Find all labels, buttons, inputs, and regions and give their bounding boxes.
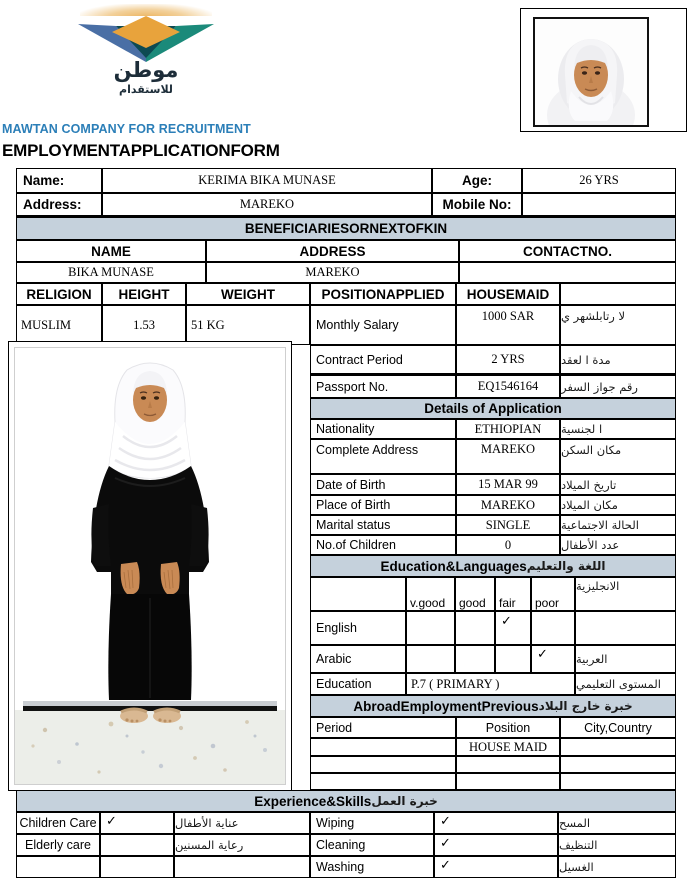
abroad-section-header xyxy=(310,695,676,717)
skill-right-arabic-cell-3 xyxy=(558,856,676,878)
contract-period-label-cell xyxy=(310,345,456,374)
weight-header: WEIGHT xyxy=(221,286,275,302)
abroad-position-header: Position xyxy=(485,720,531,735)
name-value-cell[interactable] xyxy=(102,168,432,193)
abroad-city-value-1 xyxy=(561,739,675,755)
abroad-period-cell-2[interactable] xyxy=(310,756,456,773)
arabic-row-arabic-cell xyxy=(575,645,676,673)
skills-title-en: Experience&Skills xyxy=(254,793,372,809)
skill-right-arabic-1: المسح xyxy=(559,816,591,830)
abroad-city-header: City,Country xyxy=(584,720,652,735)
beneficiary-address-header-cell xyxy=(206,240,459,262)
education-title-group xyxy=(311,556,675,576)
abroad-position-cell-2[interactable] xyxy=(456,756,560,773)
position-applied-header-cell xyxy=(310,283,456,305)
marital-status-value: SINGLE xyxy=(485,517,531,532)
complete-address-arabic-cell xyxy=(560,439,676,474)
skill-right-check-cell-3[interactable] xyxy=(434,856,558,878)
skill-left-label-3 xyxy=(17,857,99,877)
logo-arabic-tagline: للاستقدام xyxy=(119,83,173,96)
place-of-birth-label-cell xyxy=(310,495,456,515)
complete-address-arabic: مكان السكن xyxy=(561,443,622,457)
abroad-city-cell-3[interactable] xyxy=(560,773,676,790)
date-of-birth-arabic-cell xyxy=(560,474,676,495)
mobile-label: Mobile No: xyxy=(442,197,512,212)
education-level-arabic-cell xyxy=(575,673,676,695)
children-count-arabic: عدد الأطفال xyxy=(561,538,620,552)
full-body-photo-image xyxy=(15,348,285,784)
english-good-cell[interactable] xyxy=(455,611,495,645)
mobile-label-cell xyxy=(432,193,522,217)
level-poor-label: poor xyxy=(535,596,560,610)
level-fair-label: fair xyxy=(499,596,516,610)
details-title: Details of Application xyxy=(424,401,562,416)
marital-status-arabic: الحالة الاجتماعية xyxy=(561,518,639,532)
abroad-period-cell-1[interactable] xyxy=(310,738,456,756)
abroad-position-cell-3[interactable] xyxy=(456,773,560,790)
beneficiary-name-header: NAME xyxy=(91,243,131,259)
monthly-salary-arabic: لا رتابلشهر ي xyxy=(561,309,626,323)
beneficiary-contact-value xyxy=(460,263,675,282)
english-vgood-cell[interactable] xyxy=(406,611,455,645)
weight-value: 51 KG xyxy=(191,317,225,332)
logo-arabic-name: موطن xyxy=(113,58,179,82)
skill-left-check-cell-2[interactable] xyxy=(100,834,174,856)
passport-label-cell xyxy=(310,374,456,398)
english-label: English xyxy=(316,621,357,635)
complete-address-value-cell[interactable] xyxy=(456,439,560,474)
nationality-arabic: ا لجنسية xyxy=(561,422,603,436)
skill-left-arabic-cell-2 xyxy=(174,834,310,856)
level-good-header-cell xyxy=(455,577,495,611)
address-label-cell xyxy=(16,193,102,217)
abroad-position-value-3 xyxy=(457,774,559,789)
skill-right-checkmark-3: ✓ xyxy=(440,857,451,872)
nationality-value: ETHIOPIAN xyxy=(474,421,542,436)
children-count-label-cell xyxy=(310,535,456,555)
abroad-city-cell-1[interactable] xyxy=(560,738,676,756)
beneficiaries-section-header xyxy=(16,217,676,240)
place-of-birth-label: Place of Birth xyxy=(316,498,391,512)
arabic-row-arabic-label: العربية xyxy=(576,652,608,666)
skill-left-label-1: Children Care xyxy=(19,816,97,830)
skills-section-header xyxy=(16,790,676,812)
skill-left-label-cell-3 xyxy=(16,856,100,878)
level-fair-header-cell xyxy=(495,577,531,611)
abroad-period-value-2 xyxy=(311,757,455,772)
skill-right-checkmark-1: ✓ xyxy=(440,813,451,828)
level-good-label: good xyxy=(459,596,486,610)
skill-right-checkmark-2: ✓ xyxy=(440,835,451,850)
logo-chevron-diamond-icon xyxy=(76,16,216,62)
religion-value-cell[interactable] xyxy=(16,305,102,345)
contract-period-value: 2 YRS xyxy=(491,352,525,366)
details-section-header xyxy=(310,398,676,419)
passport-photo xyxy=(533,17,649,127)
english-arabic-label-cell xyxy=(575,577,676,611)
arabic-vgood-cell[interactable] xyxy=(406,645,455,673)
position-applied-value-cell[interactable] xyxy=(456,283,560,305)
beneficiary-name-header-cell xyxy=(16,240,206,262)
abroad-title-group xyxy=(311,696,675,716)
full-body-photo xyxy=(14,347,286,785)
nationality-value-cell[interactable] xyxy=(456,419,560,439)
marital-status-label-cell xyxy=(310,515,456,535)
address-label: Address: xyxy=(23,197,82,212)
arabic-label: Arabic xyxy=(316,652,352,666)
abroad-city-header-cell xyxy=(560,717,676,738)
english-fair-checkmark: ✓ xyxy=(501,613,512,628)
english-poor-cell[interactable] xyxy=(531,611,575,645)
skill-right-arabic-cell-2 xyxy=(558,834,676,856)
abroad-period-value-3 xyxy=(311,774,455,789)
marital-status-label: Marital status xyxy=(316,518,391,532)
skill-left-check-cell-1[interactable] xyxy=(100,812,174,834)
age-label: Age: xyxy=(462,173,492,188)
education-title-en: Education&Languages xyxy=(380,558,527,574)
age-value: 26 YRS xyxy=(579,173,619,187)
beneficiary-contact-cell[interactable] xyxy=(459,262,676,283)
height-value-cell[interactable] xyxy=(102,305,186,345)
date-of-birth-label: Date of Birth xyxy=(316,477,386,492)
place-of-birth-value: MAREKO xyxy=(480,497,536,512)
name-label: Name: xyxy=(23,173,65,188)
passport-photo-box xyxy=(520,8,687,132)
skill-left-label-2: Elderly care xyxy=(25,838,91,852)
english-arabic-label: الانجليزية xyxy=(576,579,620,593)
abroad-city-cell-2[interactable] xyxy=(560,756,676,773)
english-row-arabic-cell xyxy=(575,611,676,645)
position-applied-header: POSITIONAPPLIED xyxy=(321,286,445,302)
skill-left-checkmark-2 xyxy=(101,835,173,855)
place-of-birth-arabic: مكان الميلاد xyxy=(561,498,618,512)
children-count-value-cell[interactable] xyxy=(456,535,560,555)
level-vgood-label: v.good xyxy=(410,596,446,610)
skill-left-label-cell-1 xyxy=(16,812,100,834)
contract-period-arabic-cell xyxy=(560,345,676,374)
passport-label: Passport No. xyxy=(316,379,389,394)
page-title: EMPLOYMENTAPPLICATIONFORM xyxy=(2,141,280,160)
beneficiary-address-header: ADDRESS xyxy=(299,243,366,259)
complete-address-label-cell xyxy=(310,439,456,474)
passport-arabic: رقم جواز السفر xyxy=(561,379,638,394)
arabic-good-cell[interactable] xyxy=(455,645,495,673)
skills-title-group xyxy=(17,791,675,811)
contract-period-arabic: مدة ا لعقد xyxy=(561,352,611,367)
height-header: HEIGHT xyxy=(118,286,170,302)
skill-right-label-cell-1 xyxy=(310,812,434,834)
abroad-city-value-2 xyxy=(561,757,675,772)
abroad-position-value-1: HOUSE MAID xyxy=(468,739,548,754)
height-header-cell xyxy=(102,283,186,305)
address-value-cell[interactable] xyxy=(102,193,432,217)
age-value-cell[interactable] xyxy=(522,168,676,193)
beneficiary-name-cell[interactable] xyxy=(16,262,206,283)
place-of-birth-value-cell[interactable] xyxy=(456,495,560,515)
contract-period-label: Contract Period xyxy=(316,352,403,367)
skill-left-arabic-cell-1 xyxy=(174,812,310,834)
date-of-birth-arabic: تاريخ الميلاد xyxy=(561,477,617,492)
monthly-salary-arabic-cell xyxy=(560,305,676,345)
abroad-title-en: AbroadEmploymentPrevious xyxy=(353,698,539,714)
skill-right-label-2: Cleaning xyxy=(316,838,366,852)
beneficiary-contact-header-cell xyxy=(459,240,676,262)
education-level-value-cell[interactable] xyxy=(406,673,575,695)
skill-left-arabic-cell-3 xyxy=(174,856,310,878)
children-count-value: 0 xyxy=(504,537,512,552)
skill-left-arabic-2: رعاية المسنين xyxy=(175,838,244,852)
nationality-label: Nationality xyxy=(316,422,375,436)
company-logo xyxy=(62,4,227,109)
monthly-salary-label: Monthly Salary xyxy=(316,318,399,332)
monthly-salary-value: 1000 SAR xyxy=(481,309,535,323)
position-applied-arabic-cell xyxy=(560,283,676,305)
skill-right-label-cell-2 xyxy=(310,834,434,856)
religion-header-cell xyxy=(16,283,102,305)
skill-left-check-cell-3[interactable] xyxy=(100,856,174,878)
monthly-salary-label-cell xyxy=(310,305,456,345)
passport-value-cell[interactable] xyxy=(456,374,560,398)
place-of-birth-arabic-cell xyxy=(560,495,676,515)
skill-left-label-cell-2 xyxy=(16,834,100,856)
complete-address-value: MAREKO xyxy=(480,442,536,456)
logo-gradient-sweep xyxy=(80,4,212,16)
skill-left-arabic-3 xyxy=(175,857,309,877)
language-blank-header-cell xyxy=(310,577,406,611)
education-level-arabic: المستوى التعليمي xyxy=(576,677,661,691)
height-value: 1.53 xyxy=(133,317,155,332)
complete-address-label: Complete Address xyxy=(316,443,419,457)
education-section-header xyxy=(310,555,676,577)
abroad-city-value-3 xyxy=(561,774,675,789)
company-name: MAWTAN COMPANY FOR RECRUITMENT xyxy=(2,122,251,136)
passport-value: EQ1546164 xyxy=(477,379,539,393)
nationality-arabic-cell xyxy=(560,419,676,439)
address-value: MAREKO xyxy=(239,197,295,211)
skill-right-arabic-cell-1 xyxy=(558,812,676,834)
education-title-ar: اللغة والتعليم xyxy=(526,559,606,573)
age-label-cell xyxy=(432,168,522,193)
abroad-title-ar: خبرة خارج البلاد xyxy=(538,699,633,713)
level-poor-header-cell xyxy=(531,577,575,611)
skill-right-check-cell-1[interactable] xyxy=(434,812,558,834)
skill-right-label-3: Washing xyxy=(316,860,365,874)
education-level-label-cell xyxy=(310,673,406,695)
religion-value: MUSLIM xyxy=(21,317,72,332)
passport-photo-image xyxy=(535,19,647,125)
skills-title-ar: خبرة العمل xyxy=(371,794,438,808)
arabic-poor-cell[interactable] xyxy=(531,645,575,673)
education-level-value: P.7 ( PRIMARY ) xyxy=(411,676,500,691)
full-body-photo-box xyxy=(8,341,292,791)
date-of-birth-value: 15 MAR 99 xyxy=(478,477,538,491)
abroad-period-cell-3[interactable] xyxy=(310,773,456,790)
education-level-label: Education xyxy=(316,677,372,691)
beneficiary-address-value: MAREKO xyxy=(305,265,360,279)
beneficiary-name-value: BIKA MUNASE xyxy=(68,265,154,279)
marital-status-value-cell[interactable] xyxy=(456,515,560,535)
skill-left-checkmark-1: ✓ xyxy=(106,813,117,828)
abroad-period-value-1 xyxy=(311,739,455,755)
date-of-birth-value-cell[interactable] xyxy=(456,474,560,495)
abroad-position-value-2 xyxy=(457,757,559,772)
abroad-period-header-cell xyxy=(310,717,456,738)
children-count-arabic-cell xyxy=(560,535,676,555)
beneficiaries-title: BENEFICIARIESORNEXTOFKIN xyxy=(244,221,448,236)
name-value: KERIMA BIKA MUNASE xyxy=(198,173,336,187)
nationality-label-cell xyxy=(310,419,456,439)
mobile-value-cell[interactable] xyxy=(522,193,676,217)
abroad-period-header: Period xyxy=(316,720,353,735)
arabic-poor-checkmark: ✓ xyxy=(537,646,548,661)
beneficiary-address-cell[interactable] xyxy=(206,262,459,283)
skill-right-label-1: Wiping xyxy=(316,816,355,830)
religion-header: RELIGION xyxy=(26,286,92,302)
skill-left-arabic-1: عناية الأطفال xyxy=(175,816,239,830)
mobile-value xyxy=(523,194,675,215)
arabic-label-cell xyxy=(310,645,406,673)
skill-right-arabic-2: التنظيف xyxy=(559,838,598,852)
name-label-cell xyxy=(16,168,102,193)
abroad-position-header-cell xyxy=(456,717,560,738)
skill-right-arabic-3: الغسيل xyxy=(559,860,594,874)
skill-right-check-cell-2[interactable] xyxy=(434,834,558,856)
beneficiary-contact-header: CONTACTNO. xyxy=(523,243,612,259)
skill-left-checkmark-3 xyxy=(101,857,173,877)
english-fair-cell[interactable] xyxy=(495,611,531,645)
document-header xyxy=(0,0,692,165)
arabic-fair-cell[interactable] xyxy=(495,645,531,673)
weight-value-cell[interactable] xyxy=(186,305,310,345)
date-of-birth-label-cell xyxy=(310,474,456,495)
passport-arabic-cell xyxy=(560,374,676,398)
children-count-label: No.of Children xyxy=(316,538,396,552)
skill-right-label-cell-3 xyxy=(310,856,434,878)
marital-status-arabic-cell xyxy=(560,515,676,535)
position-applied-value: HOUSEMAID xyxy=(466,286,550,302)
contract-period-value-cell[interactable] xyxy=(456,345,560,374)
weight-header-cell xyxy=(186,283,310,305)
monthly-salary-value-cell[interactable] xyxy=(456,305,560,345)
level-vgood-header-cell xyxy=(406,577,455,611)
abroad-position-cell-1[interactable] xyxy=(456,738,560,756)
english-label-cell xyxy=(310,611,406,645)
